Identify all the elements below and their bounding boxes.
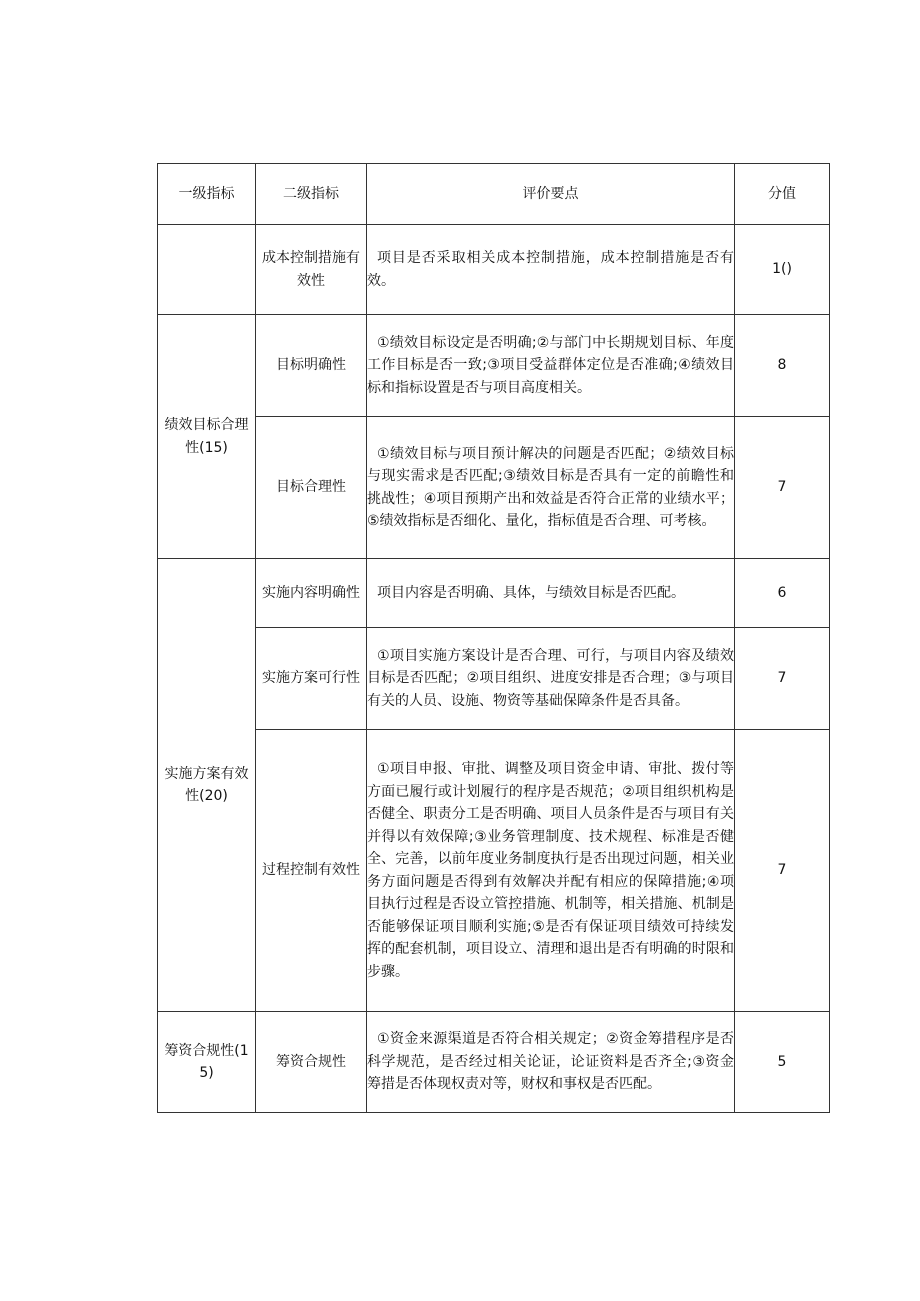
- table-row: [158, 225, 830, 315]
- header-level1: 一级指标: [158, 164, 256, 225]
- points-text: ①项目申报、审批、调整及项目资金申请、审批、拨付等方面已履行或计划履行的程序是否规范；②项目组织机构是否健全、职责分工是否明确、项目人员条件是否与项目有关并得以有效保障;③业务管理制度、技术规程、标准是否健全、完善，以前年度业务制度执行是否出现过问题，相关业务方面问题是否得到有效解决并配有相应的保障措施;④项目执行过程是否设立管控措施、机制等，相关措施、机制是否能够保证项目顺利实施;⑤是否有保证项目绩效可持续发挥的配套机制，项目设立、清理和退出是否有明确的时限和步骤。: [367, 761, 734, 980]
- score-cell: 8: [735, 315, 830, 417]
- table-row: [158, 730, 830, 1012]
- points-text: 项目内容是否明确、具体，与绩效目标是否匹配。: [377, 584, 685, 601]
- points-text: 项目是否采取相关成本控制措施，成本控制措施是否有效。: [367, 250, 734, 289]
- header-points: 评价要点: [367, 164, 735, 225]
- points-cell: [367, 559, 735, 628]
- points-text: ①资金来源渠道是否符合相关规定；②资金筹措程序是否科学规范，是否经过相关论证，论证资料是否齐全;③资金筹措是否体现权责对等，财权和事权是否匹配。: [367, 1031, 734, 1093]
- level1-cell: 筹资合规性(15): [158, 1012, 256, 1113]
- level1-cell: 绩效目标合理性(15): [158, 315, 256, 559]
- score-cell: 7: [735, 628, 830, 730]
- header-row: [158, 164, 830, 225]
- points-text: ①绩效目标与项目预计解决的问题是否匹配；②绩效目标与现实需求是否匹配;③绩效目标是否具有一定的前瞻性和挑战性；④项目预期产出和效益是否符合正常的业绩水平；⑤绩效指标是否细化、量化，指标值是否合理、可考核。: [367, 445, 734, 529]
- points-text: ①绩效目标设定是否明确;②与部门中长期规划目标、年度工作目标是否一致;③项目受益群体定位是否准确;④绩效目标和指标设置是否与项目高度相关。: [367, 334, 734, 396]
- level2-cell: 实施方案可行性: [256, 628, 367, 730]
- table-row: [158, 1012, 830, 1113]
- level2-cell: 目标明确性: [256, 315, 367, 417]
- evaluation-table: [157, 163, 830, 1113]
- points-cell: [367, 417, 735, 559]
- score-cell: 7: [735, 417, 830, 559]
- points-cell: [367, 628, 735, 730]
- level1-cell: 实施方案有效性(20): [158, 559, 256, 1012]
- points-cell: [367, 315, 735, 417]
- header-score: 分值: [735, 164, 830, 225]
- level2-cell: 实施内容明确性: [256, 559, 367, 628]
- table-row: [158, 417, 830, 559]
- score-cell: 7: [735, 730, 830, 1012]
- level2-cell: 成本控制措施有效性: [256, 225, 367, 315]
- header-level2: 二级指标: [256, 164, 367, 225]
- table-row: [158, 315, 830, 417]
- points-text: ①项目实施方案设计是否合理、可行，与项目内容及绩效目标是否匹配；②项目组织、进度安排是否合理；③与项目有关的人员、设施、物资等基础保障条件是否具备。: [367, 647, 734, 709]
- score-cell: 6: [735, 559, 830, 628]
- level2-cell: 过程控制有效性: [256, 730, 367, 1012]
- level1-cell: [158, 225, 256, 315]
- score-cell: 1(): [735, 225, 830, 315]
- score-cell: 5: [735, 1012, 830, 1113]
- points-cell: [367, 225, 735, 315]
- table-row: [158, 559, 830, 628]
- level2-cell: 目标合理性: [256, 417, 367, 559]
- points-cell: [367, 1012, 735, 1113]
- level2-cell: 筹资合规性: [256, 1012, 367, 1113]
- table-row: [158, 628, 830, 730]
- points-cell: [367, 730, 735, 1012]
